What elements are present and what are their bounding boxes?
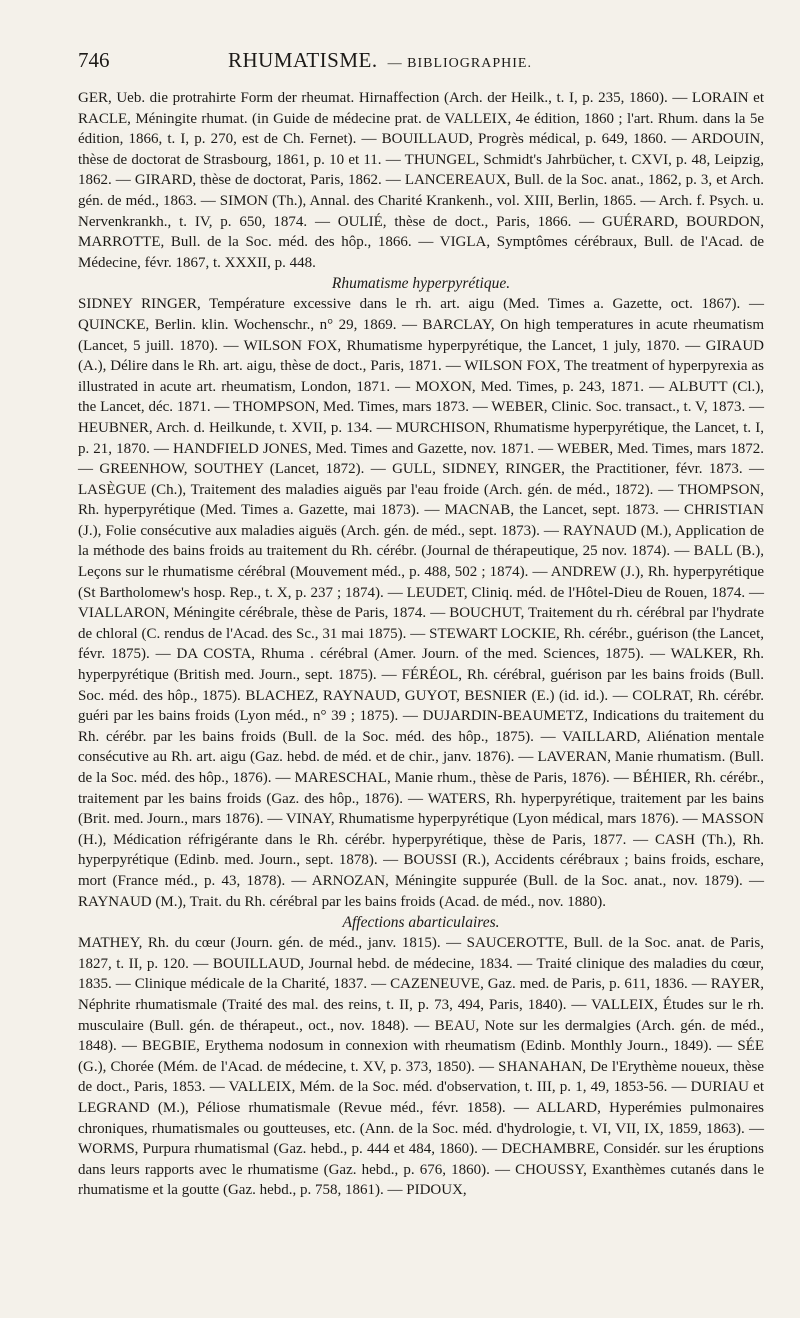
page-number: 746 — [78, 48, 110, 72]
bibliography-body — [78, 88, 764, 1201]
bibliography-paragraph: SIDNEY RINGER, Température excessive dans le rh. art. aigu (Med. Times a. Gazette, oct. 1867). — QUINCKE, Berlin. klin. Wochenschr., n° 29, 1869. — BARCLAY, On high temperatures in acute rheumatism (Lancet, 5 juill. 1870). — WILSON FOX, Rhumatisme hyperpyrétique, the Lancet, 1 july, 1870. — GIRAUD (A.), Délire dans le Rh. art. aigu, thèse de doct., Paris, 1871. — WILSON FOX, The treatment of hyperpyrexia as illustrated in acute art. rheumatism, London, 1871. — MOXON, Med. Times, p. 243, 1871. — ALBUTT (Cl.), the Lancet, déc. 1871. — THOMPSON, Med. Times, mars 1873. — WEBER, Clinic. Soc. transact., t. V, 1873. — HEUBNER, Arch. d. Heilkunde, t. XVII, p. 134. — MURCHISON, Rhumatisme hyperpyrétique, the Lancet, t. I, p. 21, 1870. — HANDFIELD JONES, Med. Times and Gazette, nov. 1871. — WEBER, Med. Times, mars 1872. — GREENHOW, SOUTHEY (Lancet, 1872). — GULL, SIDNEY, RINGER, the Practitioner, févr. 1873. — LASÈGUE (Ch.), Traitement des maladies aiguës par l'eau froide (Arch. gén. de méd., 1872). — THOMPSON, Rh. hyperpyrétique (Med. Times a. Gazette, mai 1873). — MACNAB, the Lancet, sept. 1873. — CHRISTIAN (J.), Folie consécutive aux maladies aiguës (Arch. gén. de méd., sept. 1873). — RAYNAUD (M.), Application de la méthode des bains froids au traitement du Rh. cérébr. (Journal de thérapeutique, 25 nov. 1874). — BALL (B.), Leçons sur le rhumatisme cérébral (Mouvement méd., p. 488, 502 ; 1874). — ANDREW (J.), Rh. hyperpyrétique (St Bartholomew's hosp. Rep., t. X, p. 237 ; 1874). — LEUDET, Cliniq. méd. de l'Hôtel-Dieu de Rouen, 1874. — VIALLARON, Méningite cérébrale, thèse de Paris, 1874. — BOUCHUT, Traitement du rh. cérébral par l'hydrate de chloral (C. rendus de l'Acad. des Sc., 31 mai 1875). — STEWART LOCKIE, Rh. cérébr., guérison (the Lancet, févr. 1875). — DA COSTA, Rhuma . cérébral (Amer. Journ. of the med. Sciences, 1875). — WALKER, Rh. hyperpyrétique (British med. Journ., sept. 1875). — FÉRÉOL, Rh. cérébral, guérison par les bains froids (Bull. Soc. méd. des hôp., 1875). BLACHEZ, RAYNAUD, GUYOT, BESNIER (E.) (id. id.). — COLRAT, Rh. cérébr. guéri par les bains froids (Lyon méd., n° 39 ; 1875). — DUJARDIN-BEAUMETZ, Indications du traitement du Rh. cérébr. par les bains froids (Bull. de la Soc. méd. des hôp., 1875). — VAILLARD, Aliénation mentale consécutive au Rh. art. aigu (Gaz. hebd. de méd. et de chir., janv. 1876). — LAVERAN, Manie rhumatism. (Bull. de la Soc. méd. des hôp., 1876). — MARESCHAL, Manie rhum., thèse de Paris, 1876). — BÉHIER, Rh. cérébr., traitement par les bains froids (Gaz. des hôp., 1876). — WATERS, Rh. hyperpyrétique, traitement par les bains (Brit. med. Journ., mars 1876). — VINAY, Rhumatisme hyperpyrétique (Lyon médical, mars 1876). — MASSON (H.), Médication réfrigérante dans le Rh. cérébr. hyperpyrétique, thèse de Paris, 1877. — CASH (Th.), Rh. hyperpyrétique (Edinb. med. Journ., sept. 1878). — BOUSSI (R.), Accidents cérébraux ; bains froids, eschare, mort (France méd., p. 43, 1878). — ARNOZAN, Méningite suppurée (Bull. de la Soc. anat., nov. 1879). — RAYNAUD (M.), Trait. du Rh. cérébral par les bains froids (Acad. de méd., nov. 1880). — [78, 296, 764, 910]
running-subtitle: — BIBLIOGRAPHIE. — [387, 56, 532, 71]
bibliography-paragraph: GER, Ueb. die protrahirte Form der rheumat. Hirnaffection (Arch. der Heilk., t. I, p. 235, 1860). — LORAIN et RACLE, Méningite rhumat. (in Guide de médecine prat. de VALLEIX, 4e édition, 1860 ; l'art. Rhum. dans la 5e édition, 1866, t. I, p. 270, est de Ch. Fernet). — BOUILLAUD, Progrès médical, p. 649, 1860. — ARDOUIN, thèse de doctorat de Strasbourg, 1861, p. 10 et 11. — THUNGEL, Schmidt's Jahrbücher, t. CXVI, p. 48, Leipzig, 1862. — GIRARD, thèse de doctorat, Paris, 1862. — LANCEREAUX, Bull. de la Soc. anat., 1862, p. 3, et Arch. gén. de méd., 1863. — SIMON (Th.), Annal. des Charité Krankenh., vol. XIII, Berlin, 1865. — Arch. f. Psych. u. Nervenkrankh., t. IV, p. 650, 1874. — OULIÉ, thèse de doct., Paris, 1866. — GUÉRARD, BOURDON, MARROTTE, Bull. de la Soc. méd. des hôp., 1866. — VIGLA, Symptômes cérébraux, Bull. de l'Acad. de Médecine, févr. 1867, t. XXXII, p. 448. — [78, 90, 764, 271]
running-title: RHUMATISME. — [228, 48, 378, 72]
section-heading-hyperpyretic: Rhumatisme hyperpyrétique. — [331, 275, 511, 293]
page-header — [78, 48, 764, 88]
section-heading-abarticular: Affections abarticulaires. — [342, 914, 500, 932]
bibliography-paragraph: MATHEY, Rh. du cœur (Journ. gén. de méd., janv. 1815). — SAUCEROTTE, Bull. de la Soc. anat. de Paris, 1827, t. II, p. 120. — BOUILLAUD, Journal hebd. de médecine, 1834. — Traité clinique des maladies du cœur, 1835. — Clinique médicale de la Charité, 1837. — CAZENEUVE, Gaz. med. de Paris, p. 611, 1836. — RAYER, Néphrite rhumatismale (Traité des mal. des reins, t. II, p. 73, 494, Paris, 1840). — VALLEIX, Études sur le rh. musculaire (Bull. gén. de thérapeut., oct., nov. 1848). — BEAU, Note sur les dermalgies (Arch. gén. de méd., 1848). — BEGBIE, Erythema nodosum in connexion with rheumatism (Edinb. Monthly Journ., 1849). — SÉE (G.), Chorée (Mém. de l'Acad. de médecine, t. XV, p. 373, 1850). — SHANAHAN, De l'Erythème noueux, thèse de doct., Paris, 1853. — VALLEIX, Mém. de la Soc. méd. d'observation, t. III, p. 1, 49, 1853-56. — DURIAU et LEGRAND (M.), Péliose rhumatismale (Revue méd., févr. 1858). — ALLARD, Hyperémies pulmonaires chroniques, rhumatismales ou goutteuses, etc. (Ann. de la Soc. méd. d'hydrologie, t. VI, VII, IX, 1859, 1863). — WORMS, Purpura rhumatismal (Gaz. hebd., p. 444 et 484, 1860). — DECHAMBRE, Considér. sur les éruptions dans leurs rapports avec le rhumatisme (Gaz. hebd., p. 676, 1860). — CHOUSSY, Exanthèmes cutanés dans le rhumatisme et la goutte (Gaz. hebd., p. 758, 1861). — PIDOUX, — [78, 935, 764, 1199]
